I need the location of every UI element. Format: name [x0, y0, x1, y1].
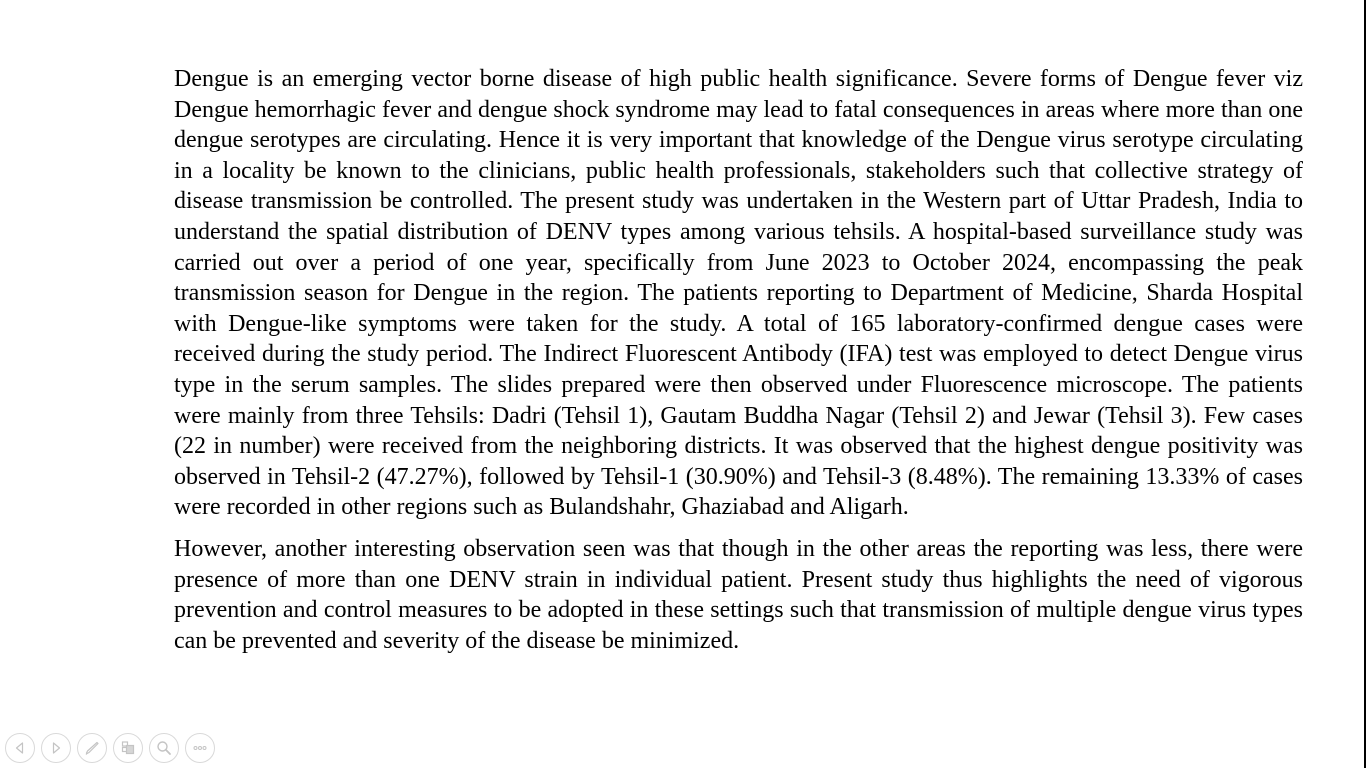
see-all-slides-button[interactable] [113, 733, 143, 763]
next-slide-button[interactable] [41, 733, 71, 763]
ellipsis-icon [191, 739, 209, 757]
pen-icon [83, 739, 101, 757]
triangle-left-icon [11, 739, 29, 757]
zoom-button[interactable] [149, 733, 179, 763]
triangle-right-icon [47, 739, 65, 757]
magnifier-icon [155, 739, 173, 757]
paragraph-conclusion: However, another interesting observation seen was that though in the other areas the reporting was less, there were presence of more than one DENV strain in individual patient. Present study thus highlights the need of vigorous prevention and control measures to be adopted in these settings such that transmission of multiple dengue virus types can be prevented and severity of the disease be minimized. [174, 535, 1303, 654]
slideshow-toolbar [5, 733, 215, 765]
paragraph-abstract: Dengue is an emerging vector borne disease of high public health significance. Severe forms of Dengue fever viz Dengue hemorrhagic fever and dengue shock syndrome may lead to fatal consequences in areas where more than one dengue serotypes are circulating. Hence it is very important that knowledge of the Dengue virus serotype circulating in a locality be known to the clinicians, public health professionals, stakeholders such that collective strategy of disease transmission be controlled. The present study was undertaken in the Western part of Uttar Pradesh, India to understand the spatial distribution of DENV types among various tehsils. A hospital-based surveillance study was carried out over a period of one year, specifically from June 2023 to October 2024, encompassing the peak transmission season for Dengue in the region. The patients reporting to Department of Medicine, Sharda Hospital with Dengue-like symptoms were taken for the study. A total of 165 laboratory-confirmed dengue cases were received during the study period. The Indirect Fluorescent Antibody (IFA) test was employed to detect Dengue virus type in the serum samples. The slides prepared were then observed under Fluorescence microscope. The patients were mainly from three Tehsils: Dadri (Tehsil 1), Gautam Buddha Nagar (Tehsil 2) and Jewar (Tehsil 3). Few cases (22 in number) were received from the neighboring districts. It was observed that the highest dengue positivity was observed in Tehsil-2 (47.27%), followed by Tehsil-1 (30.90%) and Tehsil-3 (8.48%). The remaining 13.33% of cases were recorded in other regions such as Bulandshahr, Ghaziabad and Aligarh. [174, 66, 1303, 521]
more-options-button[interactable] [185, 733, 215, 763]
pen-button[interactable] [77, 733, 107, 763]
slide-body [174, 64, 1303, 667]
slides-grid-icon [119, 739, 137, 757]
previous-slide-button[interactable] [5, 733, 35, 763]
